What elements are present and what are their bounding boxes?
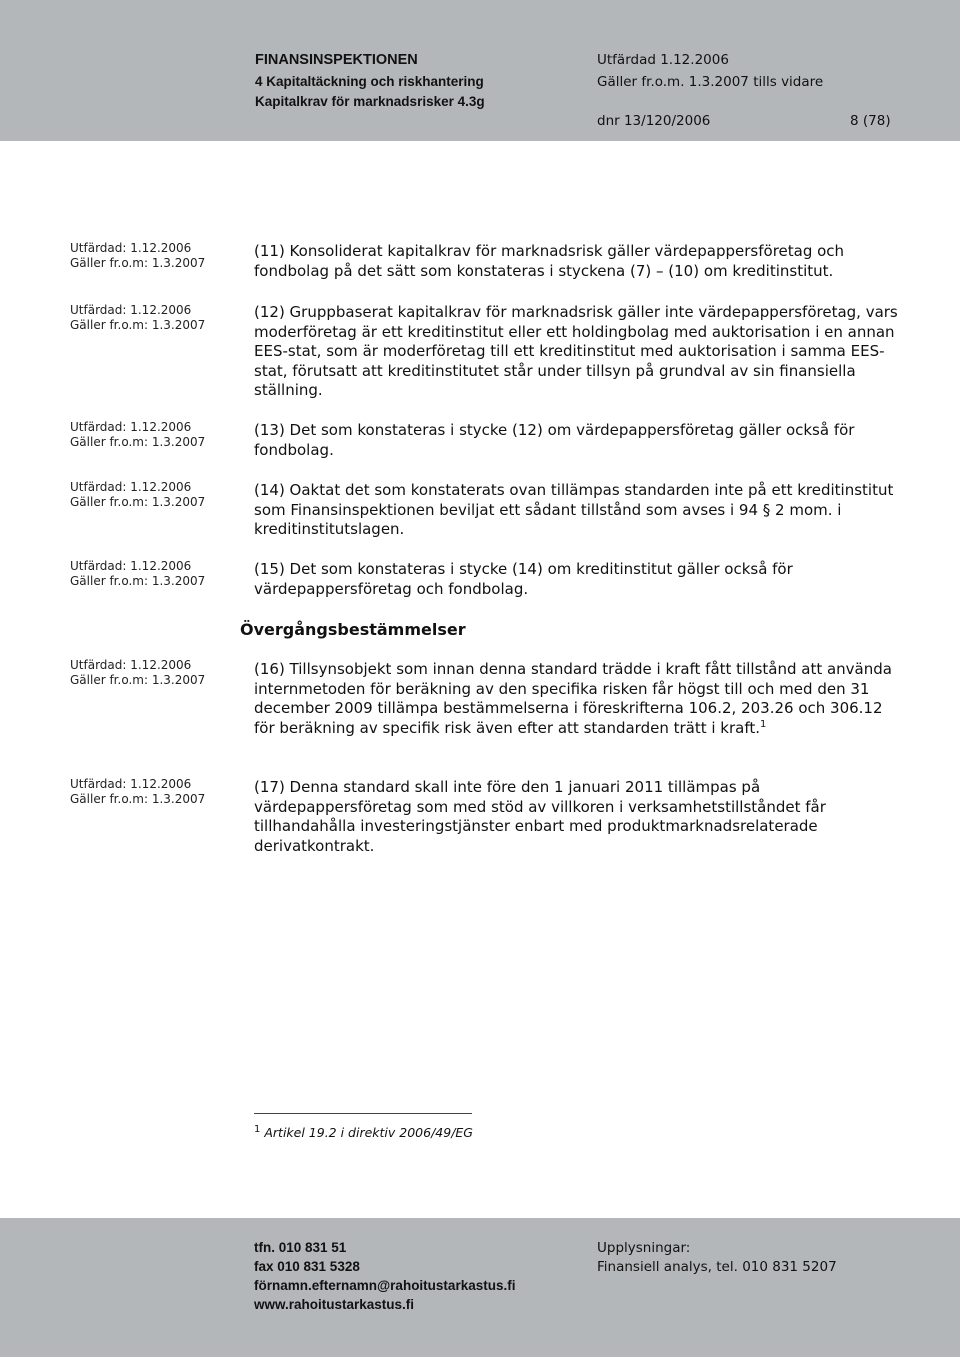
margin-valid: Gäller fr.o.m: 1.3.2007 (70, 255, 206, 270)
paragraph-14: (14) Oaktat det som konstaterats ovan tillämpas standarden inte på ett kreditinstitut som Finansinspektionen beviljat ett sådant tillstånd som avses i 94 § 2 mom. i kreditinstitutslagen. (254, 481, 894, 539)
margin-valid: Gäller fr.o.m: 1.3.2007 (70, 573, 206, 588)
chapter-title: 4 Kapitaltäckning och riskhantering (255, 74, 484, 89)
margin-note (70, 480, 240, 509)
subchapter-title: Kapitalkrav för marknadsrisker 4.3g (255, 94, 485, 109)
paragraph-11: (11) Konsoliderat kapitalkrav för marknadsrisk gäller värdepappersföretag och fondbolag på det sätt som konstateras i styckena (7) – (10) om kreditinstitut. (254, 242, 845, 280)
footnote-divider (254, 1113, 472, 1114)
footer-email[interactable]: förnamn.efternamn@rahoitustarkastus.fi (254, 1278, 516, 1293)
page-header (0, 0, 960, 141)
footnote-text: Artikel 19.2 i direktiv 2006/49/EG (264, 1125, 473, 1140)
margin-issued: Utfärdad: 1.12.2006 (70, 480, 192, 494)
margin-valid: Gäller fr.o.m: 1.3.2007 (70, 317, 206, 332)
paragraph-13: (13) Det som konstateras i stycke (12) om värdepappersföretag gäller också för fondbolag. (254, 421, 855, 459)
margin-issued: Utfärdad: 1.12.2006 (70, 241, 192, 255)
issued-date: Utfärdad 1.12.2006 (597, 52, 729, 68)
footer-fax: fax 010 831 5328 (254, 1259, 360, 1274)
footnote-ref[interactable]: 1 (760, 718, 767, 730)
margin-note (70, 658, 240, 687)
footer-info-value: Finansiell analys, tel. 010 831 5207 (597, 1259, 837, 1275)
document-number: dnr 13/120/2006 (597, 113, 711, 129)
page-number: 8 (78) (850, 113, 891, 129)
footer-info-label: Upplysningar: (597, 1240, 691, 1256)
footer-phone: tfn. 010 831 51 (254, 1240, 347, 1255)
margin-valid: Gäller fr.o.m: 1.3.2007 (70, 494, 206, 509)
page-footer (0, 1218, 960, 1357)
margin-issued: Utfärdad: 1.12.2006 (70, 420, 192, 434)
margin-note (70, 559, 240, 588)
margin-valid: Gäller fr.o.m: 1.3.2007 (70, 791, 206, 806)
margin-issued: Utfärdad: 1.12.2006 (70, 303, 192, 317)
paragraph-16-text: (16) Tillsynsobjekt som innan denna standard trädde i kraft fått tillstånd att använda internmetoden för beräkning av den specifika risken får högst till och med den 31 december 2009 tillämpa bestämmelserna i föreskrifterna 106.2, 203.26 och 306.12 för beräkning av specifik risk även efter att standarden trätt i kraft. (254, 660, 892, 737)
footnote-number: 1 (254, 1123, 261, 1135)
margin-issued: Utfärdad: 1.12.2006 (70, 559, 192, 573)
margin-note (70, 303, 240, 332)
margin-valid: Gäller fr.o.m: 1.3.2007 (70, 672, 206, 687)
paragraph-17: (17) Denna standard skall inte före den 1 januari 2011 tillämpas på värdepappersföretag som med stöd av villkoren i verksamhetstillståndet får tillhandahålla investeringstjänster enbart med produktmarknadsrelaterade derivatkontrakt. (254, 778, 826, 855)
margin-note (70, 777, 240, 806)
paragraph-15: (15) Det som konstateras i stycke (14) om kreditinstitut gäller också för värdepappersföretag och fondbolag. (254, 560, 793, 598)
margin-valid: Gäller fr.o.m: 1.3.2007 (70, 434, 206, 449)
valid-from: Gäller fr.o.m. 1.3.2007 tills vidare (597, 74, 824, 90)
footnote (254, 1125, 473, 1140)
footer-website[interactable]: www.rahoitustarkastus.fi (254, 1297, 415, 1312)
margin-issued: Utfärdad: 1.12.2006 (70, 777, 192, 791)
margin-note (70, 420, 240, 449)
margin-issued: Utfärdad: 1.12.2006 (70, 658, 192, 672)
section-title: Övergångsbestämmelser (240, 620, 466, 639)
organization-name: FINANSINSPEKTIONEN (255, 52, 418, 68)
paragraph-12: (12) Gruppbaserat kapitalkrav för marknadsrisk gäller inte värdepappersföretag, vars moderföretag är ett kreditinstitut eller ett holdingbolag med auktorisation i en annan EES-stat, som är moderföretag till ett kreditinstitut med auktorisation i samma EES-stat, förutsatt att kreditinstitutet står under tillsyn på grundval av sin finansiella ställning. (254, 303, 898, 400)
paragraph-16 (254, 660, 904, 738)
margin-note (70, 241, 240, 270)
